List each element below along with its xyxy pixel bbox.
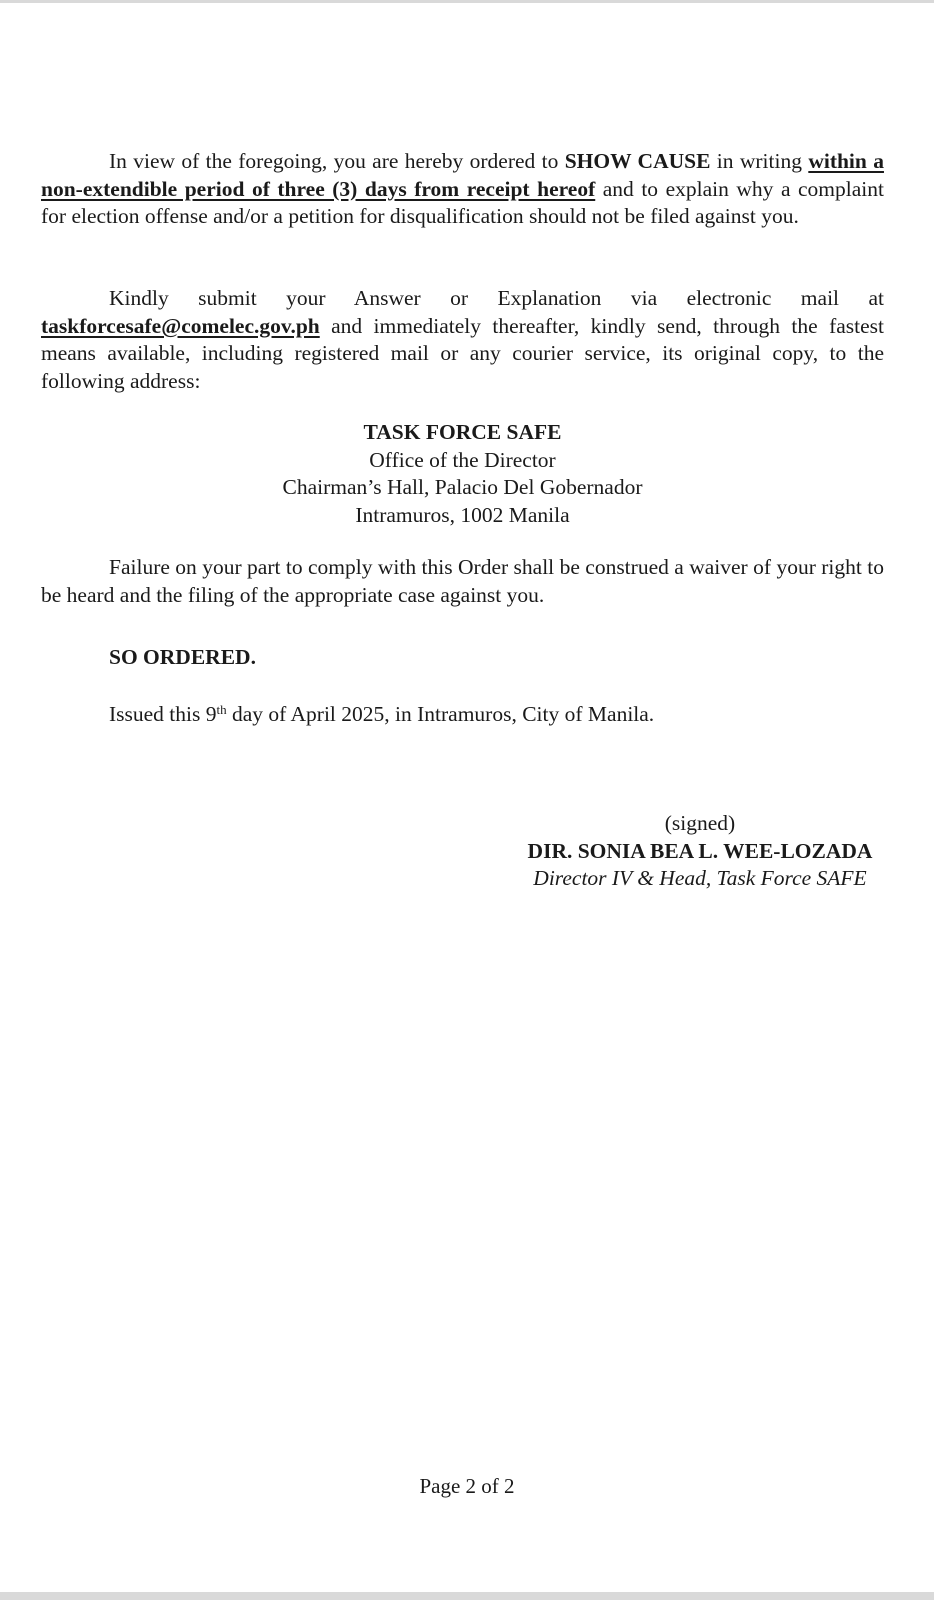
issued-date-line: [109, 701, 654, 729]
issued-ordinal-suffix: th: [216, 702, 227, 717]
issued-text-2: day of April 2025, in Intramuros, City of Manila.: [226, 702, 655, 726]
address-name: TASK FORCE SAFE: [363, 420, 562, 444]
show-cause-phrase: SHOW CAUSE: [564, 149, 711, 173]
email-link[interactable]: taskforcesafe@comelec.gov.ph: [41, 313, 320, 338]
para1-text-2: in writing: [710, 149, 809, 173]
signed-note: (signed): [664, 811, 736, 835]
mailing-address-block: [41, 419, 884, 529]
para1-text-1: In view of the foregoing, you are hereby ordered to: [109, 149, 565, 173]
address-line-1: Office of the Director: [369, 447, 556, 472]
signatory-title: Director IV & Head, Task Force SAFE: [533, 866, 867, 890]
address-line-2: Chairman’s Hall, Palacio Del Gobernador: [282, 475, 643, 499]
signatory-name: DIR. SONIA BEA L. WEE-LOZADA: [527, 838, 873, 863]
page-number: Page 2 of 2: [419, 1474, 515, 1498]
signature-block: [440, 810, 934, 893]
address-line-3: Intramuros, 1002 Manila: [355, 502, 570, 527]
bottom-edge-rule: [0, 1592, 934, 1600]
so-ordered-heading: SO ORDERED.: [109, 645, 256, 669]
submission-paragraph: [41, 285, 884, 395]
failure-warning-paragraph: Failure on your part to comply with this Order shall be construed a waiver of your right to be heard and the filing of the appropriate case against you.: [41, 555, 884, 607]
para2-text-2: and immediately thereafter, kindly send, through the fastest means available, including registered mail or any courier service, its original copy, to the following address:: [41, 313, 884, 393]
para1-text-3: and to explain why a complaint for election offense and/or a petition for disqualification should not be filed against you.: [41, 176, 884, 228]
top-edge-rule: [0, 0, 934, 3]
show-cause-paragraph: [41, 148, 884, 231]
issued-text-1: Issued this 9: [109, 702, 217, 726]
deadline-phrase: within a non-extendible period of three (3) days from receipt hereof: [41, 149, 884, 201]
para2-text-1: Kindly submit your Answer or Explanation via electronic mail at: [109, 286, 884, 310]
